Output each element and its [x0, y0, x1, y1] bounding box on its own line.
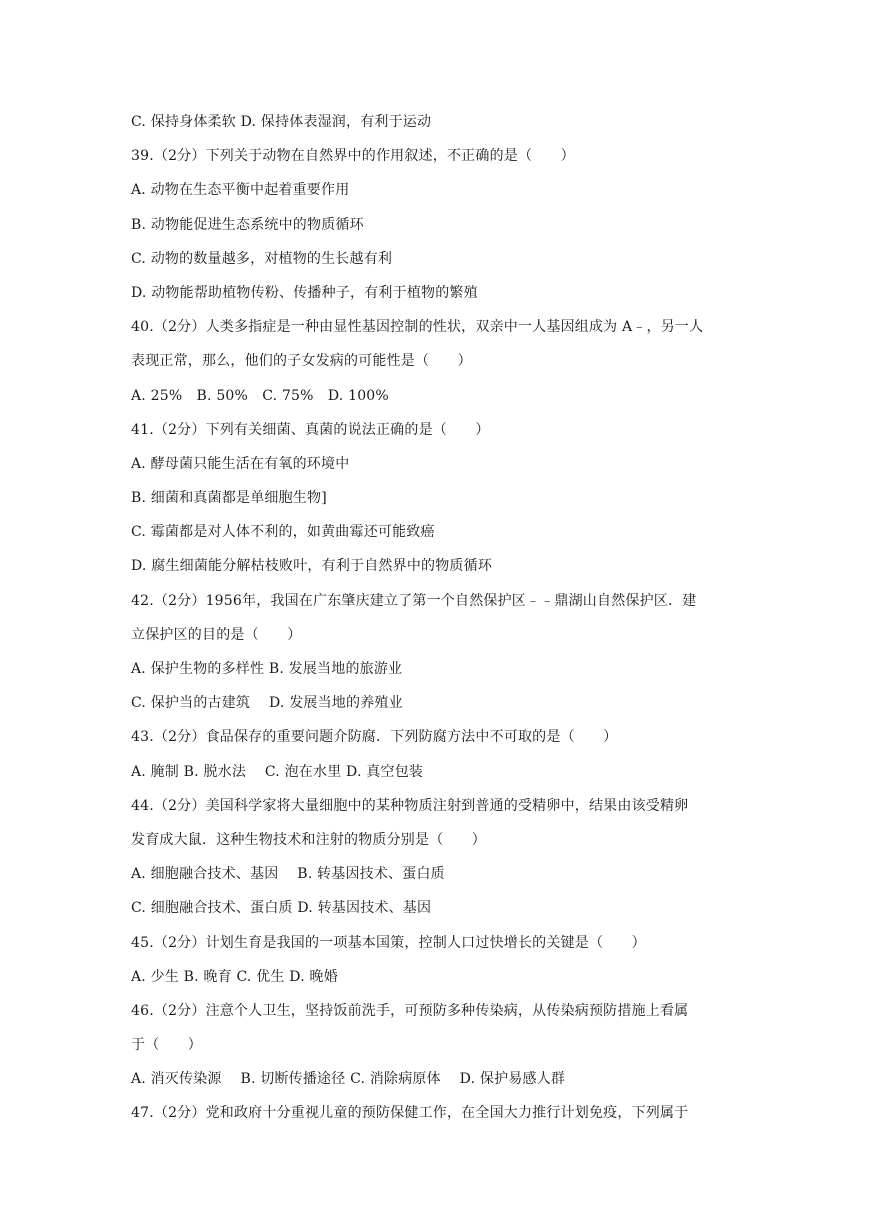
- q39-option-d: D. 动物能帮助植物传粉、传播种子，有利于植物的繁殖: [131, 284, 478, 301]
- q43-options: A. 腌制 B. 脱水法 C. 泡在水里 D. 真空包装: [131, 763, 424, 780]
- question-41-stem: 41.（2分）下列有关细菌、真菌的说法正确的是（ ）: [131, 421, 490, 438]
- q40-options: A. 25% B. 50% C. 75% D. 100%: [131, 387, 389, 404]
- q42-options-ab: A. 保护生物的多样性 B. 发展当地的旅游业: [131, 661, 403, 677]
- text-line: C. 保持身体柔软 D. 保持体表湿润，有利于运动: [131, 114, 432, 130]
- q39-option-c: C. 动物的数量越多，对植物的生长越有利: [131, 250, 393, 267]
- question-46-stem-cont: 于（ ）: [131, 1037, 202, 1054]
- question-40-stem-cont: 表现正常，那么，他们的子女发病的可能性是（ ）: [131, 353, 472, 370]
- q39-option-a: A. 动物在生态平衡中起着重要作用: [131, 182, 350, 199]
- question-44-stem-cont: 发育成大鼠．这种生物技术和注射的物质分别是（ ）: [131, 831, 486, 848]
- q41-option-d: D. 腐生细菌能分解枯枝败叶，有利于自然界中的物质循环: [131, 558, 493, 575]
- q41-option-b: B. 细菌和真菌都是单细胞生物]: [131, 490, 327, 507]
- question-43-stem: 43.（2分）食品保存的重要问题介防腐．下列防腐方法中不可取的是（ ）: [131, 729, 618, 746]
- question-39-stem: 39.（2分）下列关于动物在自然界中的作用叙述，不正确的是（ ）: [131, 148, 575, 165]
- q41-option-a: A. 酵母菌只能生活在有氧的环境中: [131, 455, 350, 472]
- q44-options-cd: C. 细胞融合技术、蛋白质 D. 转基因技术、基因: [131, 900, 432, 917]
- question-40-stem: 40.（2分）人类多指症是一种由显性基因控制的性状，双亲中一人基因组成为 A﹣，另一人: [131, 319, 704, 336]
- question-44-stem: 44.（2分）美国科学家将大量细胞中的某种物质注射到普通的受精卵中，结果由该受精卵: [131, 797, 689, 814]
- question-45-stem: 45.（2分）计划生育是我国的一项基本国策，控制人口过快增长的关键是（ ）: [131, 934, 646, 951]
- q44-options-ab: A. 细胞融合技术、基因 B. 转基因技术、蛋白质: [131, 866, 445, 883]
- document-page: [131, 105, 751, 1131]
- question-42-stem-cont: 立保护区的目的是（ ）: [131, 626, 302, 643]
- q41-option-c: C. 霉菌都是对人体不利的，如黄曲霉还可能致癌: [131, 524, 435, 541]
- q42-options-cd: C. 保护当的古建筑 D. 发展当地的养殖业: [131, 695, 403, 712]
- question-46-stem: 46.（2分）注意个人卫生，坚持饭前洗手，可预防多种传染病，从传染病预防措施上看属: [131, 1002, 689, 1019]
- question-47-stem: 47.（2分）党和政府十分重视儿童的预防保健工作，在全国大力推行计划免疫，下列属于: [131, 1105, 689, 1122]
- question-42-stem: 42.（2分）1956年，我国在广东肇庆建立了第一个自然保护区﹣﹣鼎湖山自然保护区．建: [131, 592, 697, 609]
- q45-options: A. 少生 B. 晚育 C. 优生 D. 晚婚: [131, 968, 338, 985]
- q39-option-b: B. 动物能促进生态系统中的物质循环: [131, 216, 364, 233]
- q46-options: A. 消灭传染源 B. 切断传播途径 C. 消除病原体 D. 保护易感人群: [131, 1071, 566, 1088]
